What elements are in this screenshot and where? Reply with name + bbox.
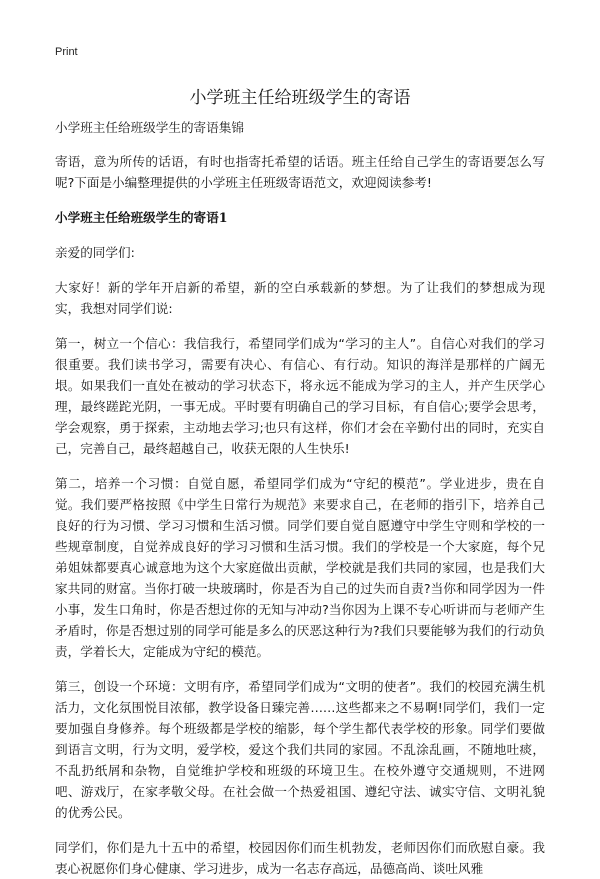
body-paragraph: 第二，培养一个习惯：自觉自愿，希望同学们成为“守纪的模范”。学业进步，贵在自觉。我们要严格按照《中学生日常行为规范》来要求自己，在老师的指引下，培养自己良好的行为习惯、学习习惯和生活习惯。同学们要自觉自愿遵守中学生守则和学校的一些规章制度，自觉养成良好的学习习惯和生活习惯。我们的学校是一个大家庭，每个兄弟姐妹都要真心诚意地为这个大家庭做出贡献，学校就是我们共同的家园，也是我们大家共同的财富。当你打破一块玻璃时，你是否为自己的过失而自责?当你和同学因为一件小事，发生口角时，你是否想过你的无知与冲动?当你因为上课不专心听讲而与老师产生矛盾时，你是否想过别的同学可能是多么的厌恶这种行为?我们只要能够为我们的行动负责，学着长大，定能成为守纪的模范。 — [55, 476, 545, 659]
body-paragraph: 第三，创设一个环境：文明有序，希望同学们成为“文明的使者”。我们的校园充满生机活力，文化氛围悦目浓郁，教学设备日臻完善……这些都来之不易啊!同学们，我们一定要加强自身修养。每个班级都是学校的缩影，每个学生都代表学校的形象。同学们要做到语言文明，行为文明，爱学校，爱这个我们共同的家园。不乱涂乱画，不随地吐痰，不乱扔纸屑和杂物，自觉维护学校和班级的环境卫生。在校外遵守交通规则，不进网吧、游戏厅，在家孝敬父母。在社会做一个热爱祖国、遵纪守法、诚实守信、文明礼貌的优秀公民。 — [55, 679, 545, 820]
page-title: 小学班主任给班级学生的寄语 — [189, 88, 411, 108]
article-body — [55, 117, 545, 879]
section-heading: 小学班主任给班级学生的寄语1 — [55, 210, 228, 225]
intro-paragraph: 寄语，意为所传的话语，有时也指寄托希望的话语。班主任给自己学生的寄语要怎么写呢?下面是小编整理提供的小学班主任班级寄语范文，欢迎阅读参考! — [55, 154, 545, 190]
article-subtitle: 小学班主任给班级学生的寄语集锦 — [55, 120, 244, 135]
greeting: 亲爱的同学们: — [55, 245, 135, 260]
print-link[interactable]: Print — [55, 46, 78, 58]
body-paragraph: 大家好！新的学年开启新的希望，新的空白承载新的梦想。为了让我们的梦想成为现实，我想对同学们说: — [55, 280, 545, 316]
body-paragraph: 第一，树立一个信心：我信我行，希望同学们成为“学习的主人”。自信心对我们的学习很重要。我们读书学习，需要有决心、有信心、有行动。知识的海洋是那样的广阔无垠。如果我们一直处在被动的学习状态下，将永远不能成为学习的主人，并产生厌学心理，最终蹉跎光阴，一事无成。平时要有明确自己的学习目标，有自信心;要学会思考，学会观察，勇于探索，主动地去学习;也只有这样，你们才会在辛勤付出的同时，充实自己，完善自己，最终超越自己，收获无限的人生快乐! — [55, 336, 545, 456]
body-paragraph: 同学们，你们是九十五中的希望，校园因你们而生机勃发，老师因你们而欣慰自豪。我衷心祝愿你们身心健康、学习进步，成为一名志存高远，品德高尚、谈吐风雅 — [55, 840, 545, 876]
